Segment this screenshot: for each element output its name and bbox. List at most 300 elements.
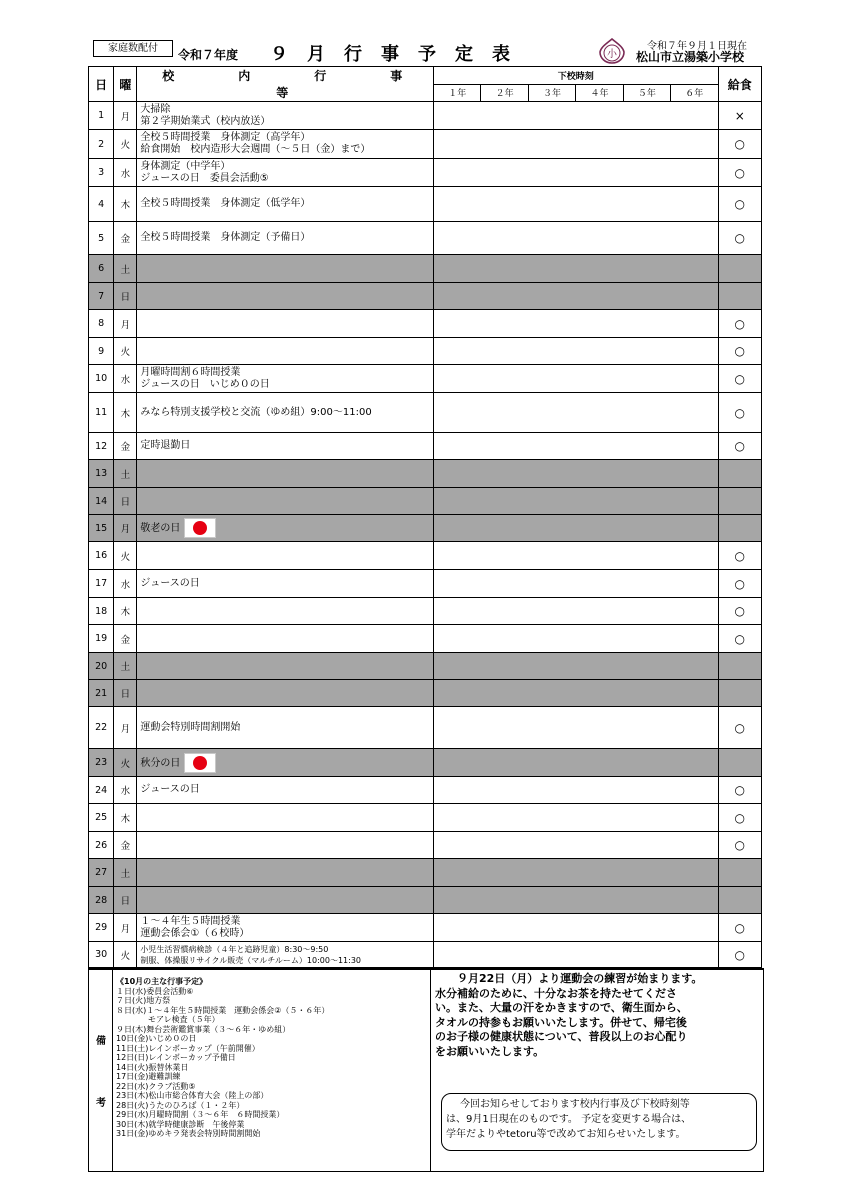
weekday: 火 [114, 130, 137, 159]
dismissal-cell [671, 749, 718, 777]
day-number: 7 [89, 283, 114, 310]
dismissal-cell [623, 283, 670, 310]
october-item: 12日(日)レインボーカップ予備日 [116, 1053, 236, 1062]
dismissal-cell [481, 393, 528, 433]
dismissal-cell [623, 707, 670, 749]
dismissal-cell [671, 515, 718, 542]
weekday: 日 [114, 283, 137, 310]
dismissal-cell [434, 102, 481, 130]
dismissal-cell [576, 159, 623, 187]
dismissal-cell [623, 887, 670, 914]
dismissal-cell [671, 832, 718, 859]
weekday: 木 [114, 393, 137, 433]
events-cell [137, 542, 434, 570]
dismissal-cell [623, 130, 670, 159]
event-text: 小児生活習慣病検診（４年と追跡児童）8:30～9:50 [140, 944, 329, 954]
october-item: 22日(水)クラブ活動⑤ [116, 1081, 196, 1091]
day-number: 9 [89, 338, 114, 365]
dismissal-cell [528, 433, 575, 460]
day-row [89, 625, 762, 653]
october-item: 30日(木)就学時健康診断 午後停業 [116, 1119, 245, 1129]
dismissal-cell [576, 804, 623, 832]
event-text: 第２学期始業式（校内放送） [140, 115, 271, 127]
lunch-mark: × [718, 102, 761, 130]
day-number: 24 [89, 777, 114, 804]
events-cell [137, 832, 434, 859]
dismissal-cell [671, 310, 718, 338]
dismissal-cell [576, 365, 623, 393]
event-text: 敬老の日 [140, 523, 181, 534]
dismissal-cell [623, 542, 670, 570]
dismissal-cell [623, 460, 670, 488]
dismissal-cell [576, 102, 623, 130]
dismissal-cell [528, 338, 575, 365]
dismissal-cell [481, 283, 528, 310]
events-cell [137, 914, 434, 942]
dismissal-cell [434, 222, 481, 255]
dismissal-cell [576, 570, 623, 598]
day-number: 1 [89, 102, 114, 130]
dismissal-cell [623, 310, 670, 338]
dismissal-cell [434, 187, 481, 222]
events-cell [137, 255, 434, 283]
header-events: 校 内 行 事 等 [137, 67, 434, 102]
dismissal-cell [481, 653, 528, 680]
dismissal-cell [434, 914, 481, 942]
events-cell [137, 159, 434, 187]
dismissal-cell [481, 859, 528, 887]
october-item: 28日(火)うたのひろば（１・２年） [116, 1100, 245, 1110]
header-weekday: 曜 [114, 67, 137, 102]
dismissal-cell [481, 680, 528, 707]
october-schedule [116, 977, 329, 1139]
day-number: 25 [89, 804, 114, 832]
header-grade: ３年 [528, 84, 575, 102]
events-cell [137, 460, 434, 488]
events-cell [137, 653, 434, 680]
october-item: モアレ検査（５年） [116, 1015, 220, 1024]
dismissal-cell [528, 255, 575, 283]
weekday: 月 [114, 102, 137, 130]
dismissal-cell [623, 365, 670, 393]
event-text: 給食開始 校内造形大会週間（～５日（金）まで） [140, 144, 371, 155]
lunch-mark [718, 680, 761, 707]
dismissal-cell [671, 680, 718, 707]
dismissal-cell [671, 393, 718, 433]
dismissal-cell [623, 255, 670, 283]
dismissal-cell [528, 222, 575, 255]
lunch-mark [718, 515, 761, 542]
dismissal-cell [528, 515, 575, 542]
dismissal-cell [576, 653, 623, 680]
dismissal-cell [481, 338, 528, 365]
dismissal-cell [623, 187, 670, 222]
dismissal-cell [528, 542, 575, 570]
dismissal-cell [528, 598, 575, 625]
dismissal-cell [623, 598, 670, 625]
day-number: 6 [89, 255, 114, 283]
dismissal-cell [434, 804, 481, 832]
dismissal-cell [481, 187, 528, 222]
events-cell [137, 777, 434, 804]
day-number: 15 [89, 515, 114, 542]
day-row [89, 832, 762, 859]
day-row [89, 914, 762, 942]
october-item: ７日(火)地方祭 [116, 996, 171, 1005]
event-text: ジュースの日 [140, 577, 200, 589]
dismissal-cell [671, 460, 718, 488]
dismissal-cell [434, 130, 481, 159]
dismissal-cell [434, 542, 481, 570]
dismissal-cell [671, 187, 718, 222]
event-text: 全校５時間授業 身体測定（低学年） [140, 198, 311, 209]
lunch-mark: ○ [718, 598, 761, 625]
dismissal-cell [434, 433, 481, 460]
dismissal-cell [576, 515, 623, 542]
day-number: 12 [89, 433, 114, 460]
events-cell [137, 707, 434, 749]
notes-label: 備 考 [89, 970, 113, 1171]
events-cell [137, 625, 434, 653]
distribution-tag: 家庭数配付 [93, 40, 173, 57]
lunch-mark [718, 255, 761, 283]
dismissal-cell [576, 130, 623, 159]
events-cell [137, 222, 434, 255]
dismissal-cell [671, 707, 718, 749]
dismissal-cell [434, 832, 481, 859]
dismissal-cell [434, 338, 481, 365]
events-cell [137, 488, 434, 515]
day-row [89, 102, 762, 130]
dismissal-cell [528, 887, 575, 914]
dismissal-cell [576, 859, 623, 887]
dismissal-cell [671, 159, 718, 187]
dismissal-cell [671, 914, 718, 942]
weekday: 木 [114, 804, 137, 832]
dismissal-cell [528, 102, 575, 130]
lunch-mark: ○ [718, 804, 761, 832]
dismissal-cell [528, 460, 575, 488]
dismissal-cell [576, 187, 623, 222]
lunch-mark [718, 653, 761, 680]
dismissal-cell [623, 338, 670, 365]
event-text: 運動会特別時間割開始 [140, 721, 241, 733]
dismissal-cell [528, 625, 575, 653]
dismissal-cell [528, 804, 575, 832]
fiscal-year: 令和７年度 [178, 48, 239, 62]
day-row [89, 255, 762, 283]
dismissal-cell [481, 707, 528, 749]
lunch-mark: ○ [718, 338, 761, 365]
events-cell [137, 749, 434, 777]
day-number: 14 [89, 488, 114, 515]
day-number: 26 [89, 832, 114, 859]
dismissal-cell [434, 749, 481, 777]
dismissal-cell [576, 749, 623, 777]
lunch-mark: ○ [718, 570, 761, 598]
dismissal-cell [576, 283, 623, 310]
weekday: 火 [114, 749, 137, 777]
dismissal-cell [434, 859, 481, 887]
october-item: ９日(木)舞台芸術鑑賞事業（３～６年・ゆめ組） [116, 1024, 291, 1034]
weekday: 月 [114, 707, 137, 749]
dismissal-cell [434, 887, 481, 914]
dismissal-cell [623, 159, 670, 187]
dismissal-cell [576, 460, 623, 488]
events-cell [137, 393, 434, 433]
dismissal-cell [528, 570, 575, 598]
dismissal-cell [481, 598, 528, 625]
dismissal-cell [434, 393, 481, 433]
day-number: 22 [89, 707, 114, 749]
day-row [89, 433, 762, 460]
lunch-mark [718, 749, 761, 777]
dismissal-cell [434, 460, 481, 488]
dismissal-cell [623, 515, 670, 542]
dismissal-cell [671, 283, 718, 310]
weekday: 土 [114, 255, 137, 283]
japan-flag-icon [184, 753, 216, 773]
dismissal-cell [434, 625, 481, 653]
dismissal-cell [671, 859, 718, 887]
notice-box: 今回お知らせしております校内行事及び下校時刻等 は、9月1日現在のものです。 予定を変更する場合は、 学年だよりやtetoru等で改めてお知らせいたします。 [441, 1093, 757, 1151]
lunch-mark: ○ [718, 310, 761, 338]
dismissal-cell [623, 680, 670, 707]
day-number: 27 [89, 859, 114, 887]
day-row [89, 887, 762, 914]
october-item: 14日(火)振替休業日 [116, 1062, 189, 1072]
day-row [89, 159, 762, 187]
october-item: 10日(金)いじめ０の日 [116, 1034, 197, 1043]
events-cell [137, 187, 434, 222]
day-row [89, 283, 762, 310]
dismissal-cell [576, 310, 623, 338]
october-item: 17日(金)避難訓練 [116, 1072, 181, 1081]
dismissal-cell [481, 222, 528, 255]
lunch-mark [718, 859, 761, 887]
event-text: 全校５時間授業 身体測定（予備日） [140, 232, 311, 243]
day-row [89, 310, 762, 338]
lunch-mark: ○ [718, 159, 761, 187]
dismissal-cell [623, 625, 670, 653]
lunch-mark: ○ [718, 542, 761, 570]
day-row [89, 365, 762, 393]
day-row [89, 393, 762, 433]
dismissal-cell [623, 393, 670, 433]
dismissal-cell [434, 942, 481, 968]
dismissal-cell [576, 832, 623, 859]
japan-flag-icon [184, 518, 216, 538]
dismissal-cell [671, 887, 718, 914]
dismissal-cell [528, 365, 575, 393]
lunch-mark: ○ [718, 914, 761, 942]
day-row [89, 804, 762, 832]
school-logo-icon [598, 38, 626, 64]
logo-char: 小 [607, 49, 617, 60]
dismissal-cell [576, 255, 623, 283]
dismissal-cell [671, 777, 718, 804]
events-cell [137, 130, 434, 159]
event-text: ジュースの日 [140, 784, 200, 795]
weekday: 日 [114, 488, 137, 515]
events-cell [137, 570, 434, 598]
dismissal-cell [528, 310, 575, 338]
weekday: 木 [114, 598, 137, 625]
weekday: 金 [114, 222, 137, 255]
weekday: 水 [114, 570, 137, 598]
day-row [89, 338, 762, 365]
day-row [89, 707, 762, 749]
header-dismissal: 下校時刻 [434, 67, 719, 85]
header-day: 日 [89, 67, 114, 102]
events-cell [137, 283, 434, 310]
header-lunch: 給食 [718, 67, 761, 102]
lunch-mark: ○ [718, 942, 761, 968]
dismissal-cell [623, 914, 670, 942]
dismissal-cell [671, 102, 718, 130]
day-number: 13 [89, 460, 114, 488]
events-cell [137, 365, 434, 393]
dismissal-cell [434, 159, 481, 187]
dismissal-cell [576, 433, 623, 460]
weekday: 月 [114, 515, 137, 542]
dismissal-cell [481, 542, 528, 570]
dismissal-cell [671, 255, 718, 283]
dismissal-cell [481, 942, 528, 968]
dismissal-cell [576, 777, 623, 804]
dismissal-cell [671, 433, 718, 460]
lunch-mark: ○ [718, 187, 761, 222]
october-heading: 《10月の主な行事予定》 [116, 977, 208, 986]
weekday: 金 [114, 433, 137, 460]
event-text: 秋分の日 [140, 757, 181, 769]
dismissal-cell [528, 832, 575, 859]
school-name: 松山市立湯築小学校 [636, 50, 745, 64]
events-cell [137, 515, 434, 542]
event-text: 月曜時間割６時間授業 [140, 366, 241, 378]
dismissal-cell [481, 255, 528, 283]
day-number: 23 [89, 749, 114, 777]
day-row [89, 777, 762, 804]
dismissal-cell [528, 488, 575, 515]
dismissal-cell [481, 159, 528, 187]
dismissal-cell [623, 433, 670, 460]
october-item: 23日(木)松山市総合体育大会（陸上の部） [116, 1091, 269, 1100]
header-grade: ４年 [576, 84, 623, 102]
day-number: 28 [89, 887, 114, 914]
dismissal-cell [576, 488, 623, 515]
dismissal-cell [671, 804, 718, 832]
weekday: 水 [114, 777, 137, 804]
events-cell [137, 433, 434, 460]
lunch-mark: ○ [718, 222, 761, 255]
dismissal-cell [623, 570, 670, 598]
day-number: 29 [89, 914, 114, 942]
day-number: 2 [89, 130, 114, 159]
day-row [89, 680, 762, 707]
dismissal-cell [434, 255, 481, 283]
weekday: 水 [114, 365, 137, 393]
dismissal-cell [671, 338, 718, 365]
lunch-mark: ○ [718, 433, 761, 460]
header-grade: ５年 [623, 84, 670, 102]
day-row [89, 570, 762, 598]
dismissal-cell [481, 515, 528, 542]
event-text: 全校５時間授業 身体測定（高学年） [140, 132, 311, 143]
day-row [89, 653, 762, 680]
dismissal-cell [434, 310, 481, 338]
dismissal-cell [623, 832, 670, 859]
dismissal-cell [623, 653, 670, 680]
day-row [89, 488, 762, 515]
dismissal-cell [623, 488, 670, 515]
weekday: 日 [114, 887, 137, 914]
dismissal-cell [576, 222, 623, 255]
header-grade: ２年 [481, 84, 528, 102]
day-number: 10 [89, 365, 114, 393]
as-of-date: 令和７年９月１日現在 [647, 41, 747, 52]
dismissal-cell [623, 859, 670, 887]
dismissal-cell [576, 393, 623, 433]
lunch-mark [718, 460, 761, 488]
dismissal-cell [528, 159, 575, 187]
event-text: みなら特別支援学校と交流（ゆめ組）9:00～11:00 [140, 406, 372, 418]
lunch-mark [718, 488, 761, 515]
event-text: 定時退勤日 [140, 440, 191, 451]
lunch-mark: ○ [718, 707, 761, 749]
day-row [89, 542, 762, 570]
weekday: 土 [114, 460, 137, 488]
dismissal-cell [434, 283, 481, 310]
notes-section [88, 968, 764, 1172]
dismissal-cell [481, 433, 528, 460]
event-text: ジュースの日 委員会活動⑤ [140, 172, 269, 184]
dismissal-cell [481, 488, 528, 515]
event-text: １～４年生５時間授業 [140, 915, 241, 927]
dismissal-cell [576, 942, 623, 968]
dismissal-cell [576, 887, 623, 914]
dismissal-cell [481, 365, 528, 393]
lunch-mark [718, 283, 761, 310]
dismissal-cell [528, 187, 575, 222]
dismissal-cell [434, 365, 481, 393]
weekday: 火 [114, 542, 137, 570]
dismissal-cell [623, 222, 670, 255]
dismissal-cell [528, 942, 575, 968]
weekday: 金 [114, 625, 137, 653]
day-row [89, 749, 762, 777]
day-number: 16 [89, 542, 114, 570]
events-cell [137, 310, 434, 338]
lunch-mark: ○ [718, 393, 761, 433]
day-number: 11 [89, 393, 114, 433]
dismissal-cell [528, 393, 575, 433]
october-item: 29日(水)月曜時間割（３～６年 ６時間授業） [116, 1110, 285, 1119]
dismissal-cell [481, 570, 528, 598]
sports-day-message: ９月22日（月）より運動会の練習が始まります。 水分補給のために、十分なお茶を持たせてくださ い。また、大量の汗をかきますので、衛生面から、 タオルの持参もお願いいたします。併せて、帰宅後 のお子様の健康状態について、普段以上のお心配り をお願いいたします。 [435, 972, 703, 1058]
dismissal-cell [671, 653, 718, 680]
day-number: 17 [89, 570, 114, 598]
dismissal-cell [576, 914, 623, 942]
dismissal-cell [576, 625, 623, 653]
weekday: 日 [114, 680, 137, 707]
dismissal-cell [576, 542, 623, 570]
header-grade: ６年 [671, 84, 718, 102]
weekday: 金 [114, 832, 137, 859]
day-number: 4 [89, 187, 114, 222]
lunch-mark: ○ [718, 832, 761, 859]
day-number: 21 [89, 680, 114, 707]
